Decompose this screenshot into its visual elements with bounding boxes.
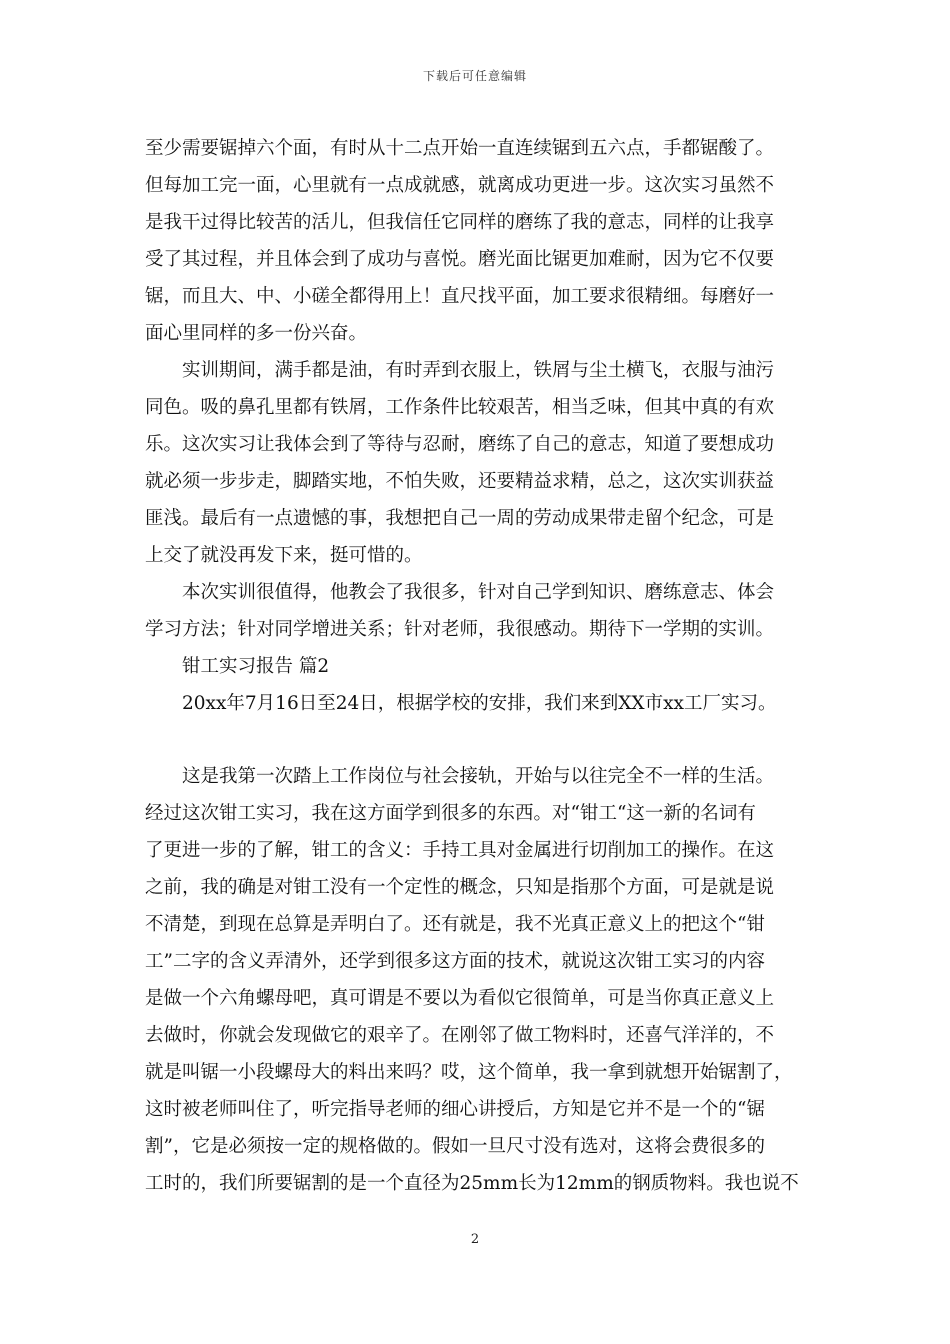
text-line: 面心里同样的多一份兴奋。	[145, 323, 368, 344]
text-line: 匪浅。最后有一点遗憾的事，我想把自己一周的劳动成果带走留个纪念，可是	[145, 508, 775, 529]
page-header: 下载后可任意编辑	[422, 69, 527, 83]
text-line: 之前，我的确是对钳工没有一个定性的概念，只知是指那个方面，可是就是说	[145, 877, 775, 898]
text-line: 但每加工完一面，心里就有一点成就感，就离成功更进一步。这次实习虽然不	[145, 175, 775, 196]
text-line: 本次实训很值得，他教会了我很多，针对自己学到知识、磨练意志、体会	[182, 582, 775, 603]
document-body	[145, 130, 825, 1202]
text-line: 是做一个六角螺母吧，真可谓是不要以为看似它很简单，可是当你真正意义上	[145, 988, 775, 1009]
section-heading	[145, 648, 825, 685]
text-line: 这时被老师叫住了，听完指导老师的细心讲授后，方知是它并不是一个的“锯	[145, 1099, 765, 1120]
text-line: 上交了就没再发下来，挺可惜的。	[145, 545, 423, 566]
text-line: 这是我第一次踏上工作岗位与社会接轨，开始与以往完全不一样的生活。	[182, 766, 775, 787]
text-line: 至少需要锯掉六个面，有时从十二点开始一直连续锯到五六点，手都锯酸了。	[145, 138, 775, 159]
text-line: 乐。这次实习让我体会到了等待与忍耐，磨练了自己的意志，知道了要想成功	[145, 434, 775, 455]
text-line: 就必须一步步走，脚踏实地，不怕失败，还要精益求精，总之，这次实训获益	[145, 471, 775, 492]
paragraph-1	[145, 130, 825, 352]
text-line: 了更进一步的了解，钳工的含义：手持工具对金属进行切削加工的操作。在这	[145, 840, 775, 861]
text-line: 受了其过程，并且体会到了成功与喜悦。磨光面比锯更加难耐，因为它不仅要	[145, 249, 775, 270]
section-title: 钳工实习报告 篇2	[182, 656, 330, 677]
text-line: 锯，而且大、中、小磋全都得用上！直尺找平面，加工要求很精细。每磨好一	[145, 286, 775, 307]
paragraph-3	[145, 574, 825, 648]
text-line: 经过这次钳工实习，我在这方面学到很多的东西。对“钳工“这一新的名词有	[145, 803, 756, 824]
text-line: 不清楚，到现在总算是弄明白了。还有就是，我不光真正意义上的把这个“钳	[145, 914, 765, 935]
text-line: 同色。吸的鼻孔里都有铁屑，工作条件比较艰苦，相当乏味，但其中真的有欢	[145, 397, 775, 418]
paragraph-gap	[145, 722, 825, 758]
text-line: 20xx年7月16日至24日，根据学校的安排，我们来到XX市xx工厂实习。	[182, 693, 777, 714]
text-line: 工时的，我们所要锯割的是一个直径为25mm长为12mm的钢质物料。我也说不	[145, 1173, 799, 1194]
page-number: 2	[470, 1232, 480, 1247]
paragraph-2	[145, 352, 825, 574]
paragraph-6	[145, 758, 825, 1202]
text-line: 学习方法；针对同学增进关系；针对老师，我很感动。期待下一学期的实训。	[145, 619, 775, 640]
text-line: 割”，它是必须按一定的规格做的。假如一旦尺寸没有选对，这将会费很多的	[145, 1136, 765, 1157]
text-line: 就是叫锯一小段螺母大的料出来吗？哎，这个简单，我一拿到就想开始锯割了，	[145, 1062, 793, 1083]
text-line: 实训期间，满手都是油，有时弄到衣服上，铁屑与尘土横飞，衣服与油污	[182, 360, 775, 381]
text-line: 去做时，你就会发现做它的艰辛了。在刚邻了做工物料时，还喜气洋洋的，不	[145, 1025, 775, 1046]
text-line: 工”二字的含义弄清外，还学到很多这方面的技术，就说这次钳工实习的内容	[145, 951, 765, 972]
paragraph-5	[145, 685, 825, 722]
text-line: 是我干过得比较苦的活儿，但我信任它同样的磨练了我的意志，同样的让我享	[145, 212, 775, 233]
